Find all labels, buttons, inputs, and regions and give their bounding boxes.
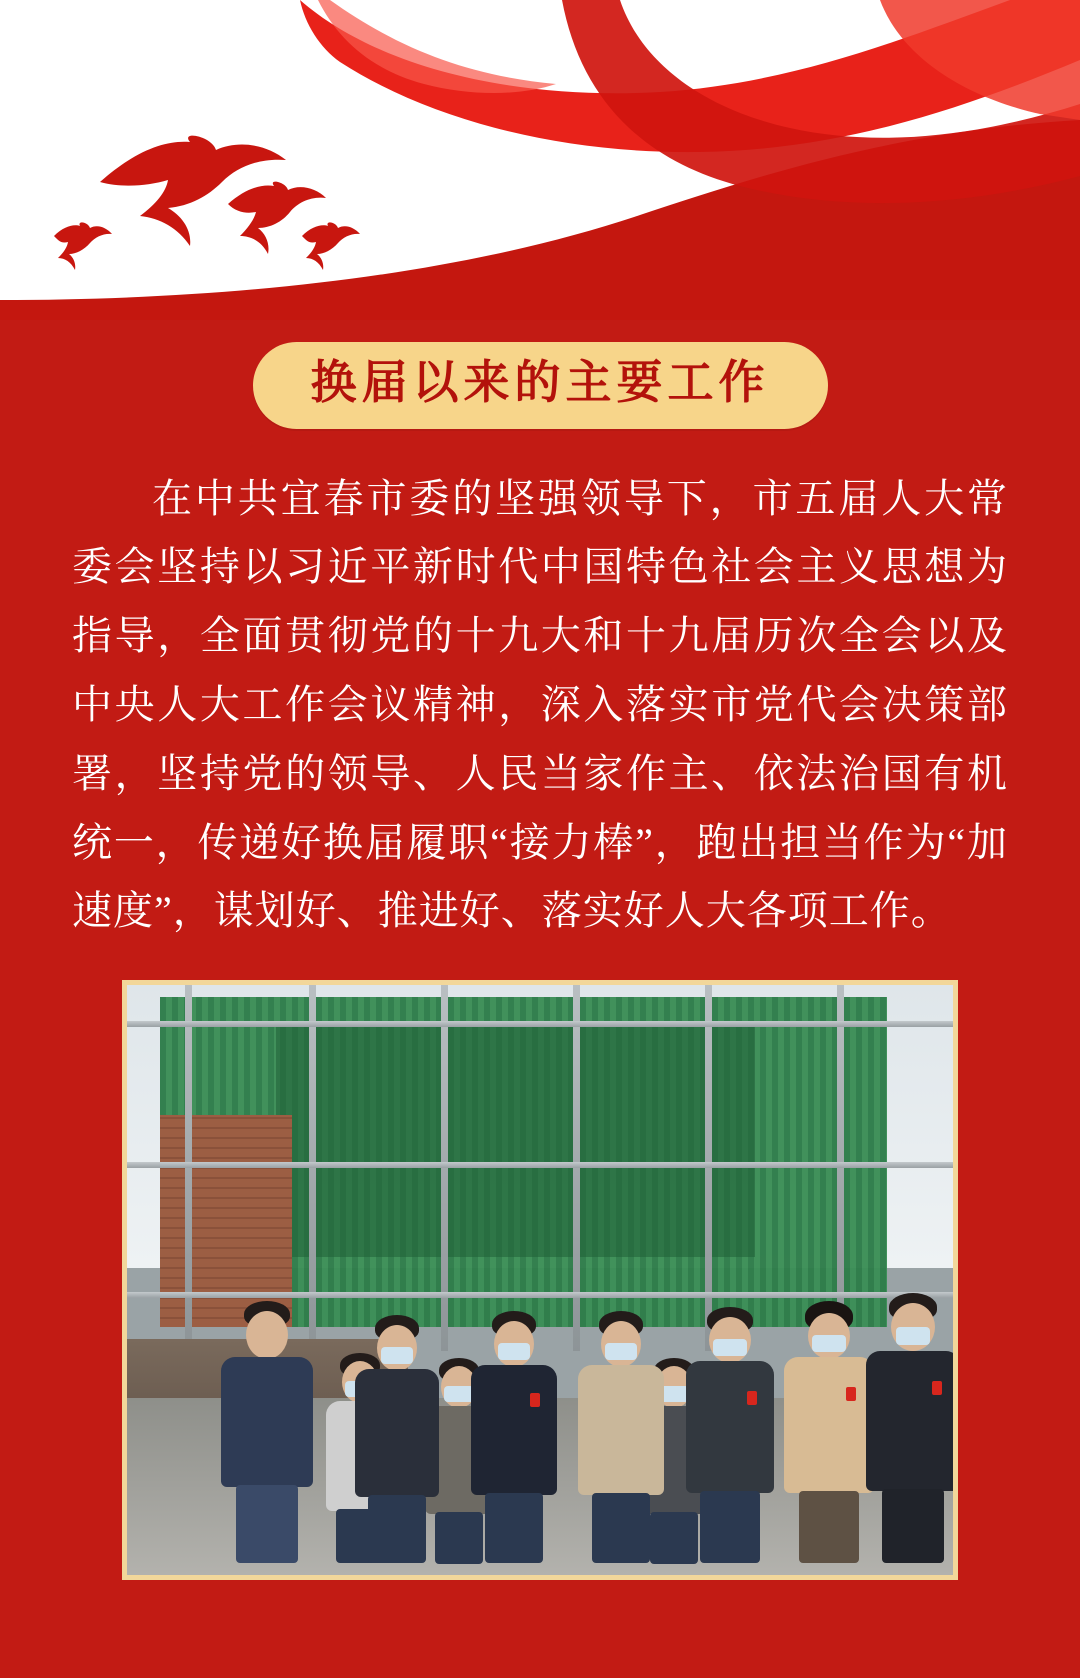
photo-netting-shadow xyxy=(276,1021,755,1257)
inspection-group-photo xyxy=(122,980,958,1580)
photo-person xyxy=(788,1301,870,1563)
photo-scene xyxy=(127,985,953,1575)
bottom-strip xyxy=(0,1652,1080,1678)
photo-person xyxy=(358,1315,436,1563)
photo-person xyxy=(474,1311,554,1563)
photo-person xyxy=(581,1311,661,1563)
photo-person xyxy=(870,1293,956,1563)
photo-person xyxy=(689,1307,771,1563)
photo-person-speaking xyxy=(226,1301,308,1563)
section-title-container xyxy=(0,342,1080,429)
top-banner xyxy=(0,0,1080,320)
photo-scaffold-beam xyxy=(127,1292,953,1298)
photo-scaffold-beam xyxy=(127,1162,953,1168)
photo-scaffold-beam xyxy=(127,1021,953,1027)
section-title-pill xyxy=(253,342,828,429)
body-container xyxy=(0,429,1080,947)
page-title: 换届以来的主要工作 xyxy=(310,357,770,408)
body-paragraph: 在中共宜春市委的坚强领导下，市五届人大常委会坚持以习近平新时代中国特色社会主义思想为指导，全面贯彻党的十九大和十九届历次全会以及中央人大工作会议精神，深入落实市党代会决策部署，坚持党的领导、人民当家作主、依法治国有机统一，传递好换届履职“接力棒”，跑出担当作为“加速度”，谋划好、推进好、落实好人大各项工作。 xyxy=(72,475,1008,934)
flying-doves-icon xyxy=(40,130,380,290)
